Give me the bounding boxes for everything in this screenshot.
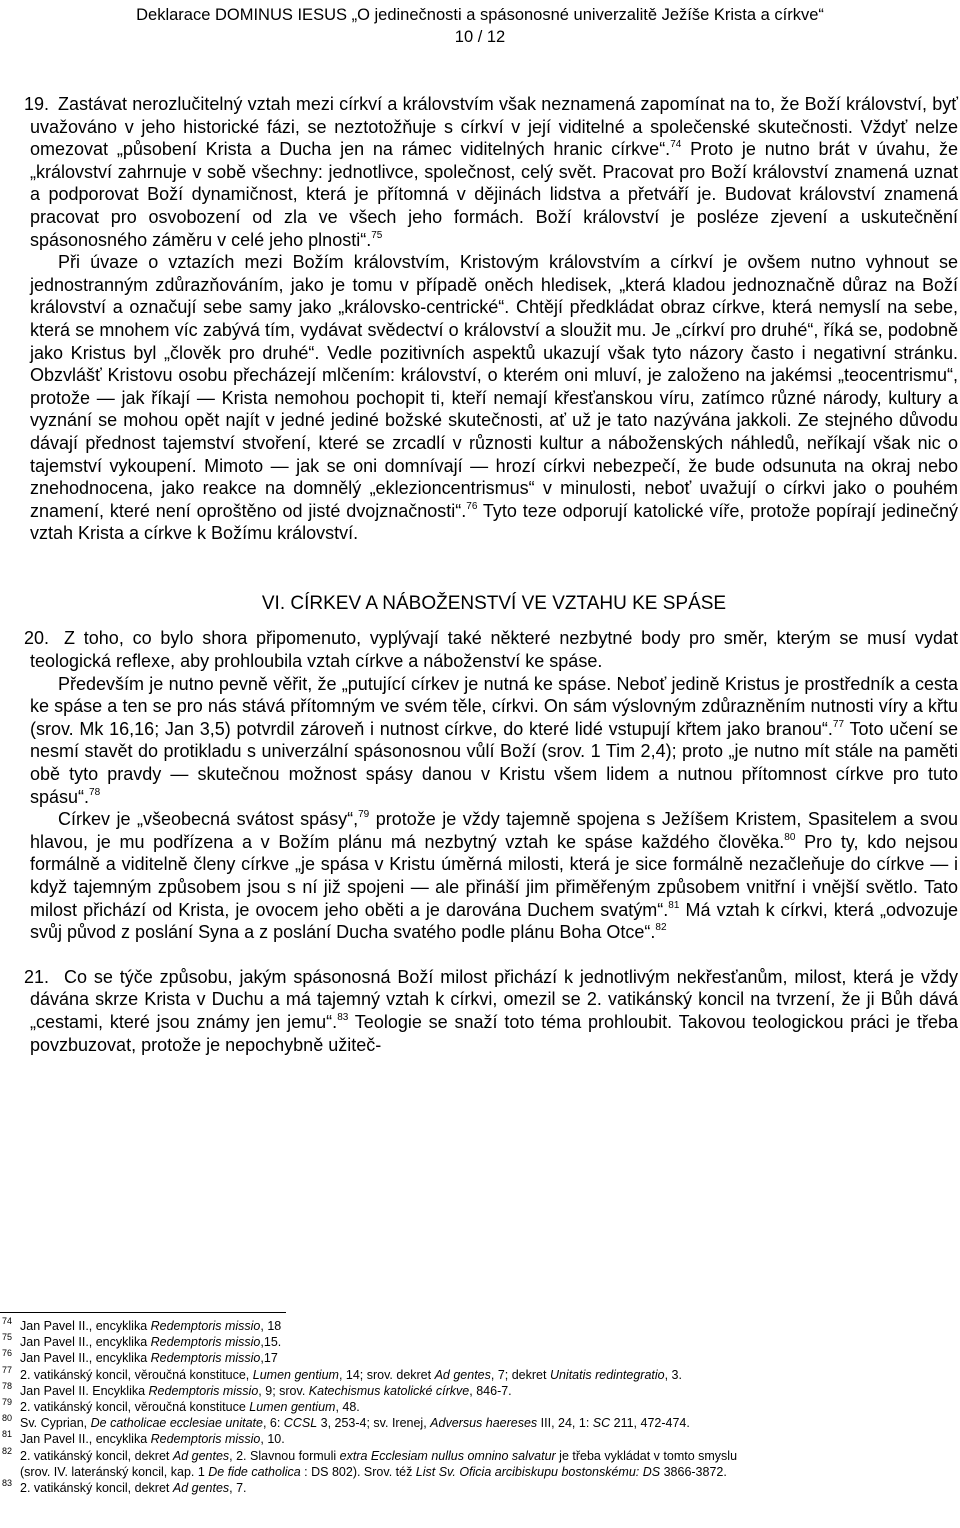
footnote-continuation: (srov. IV. lateránský koncil, kap. 1 De fide catholica : DS 802). Srov. též List Sv. Oficia arcibiskupu bostonskému: DS 3866-3872. [20,1464,727,1479]
text: Pro ty, kdo nejsou formálně a viditelně členy církve „je spása v Kristu úměrná milosti, která je sice formálně nezačleňuje do církve — i když tajemným způsobem jsou s ní již spojeni — ale přináší jim přiměřeným způsobem vnitřní i vnější světlo. Tato milost přichází od Krista, je ovocem jeho oběti a je darována Duchem svatým“. [30,831,958,920]
text: Má vztah k církvi, která „odvozuje svůj původ z poslání Syna a z poslání Ducha svatého podle plánu Boha Otce“. [30,899,958,943]
footnote-ref[interactable]: 80 [784,831,796,843]
footnote: 82 2. vatikánský koncil, dekret Ad gentes, 2. Slavnou formuli extra Ecclesiam nullus omnino salvatur je třeba vykládat v tomto smyslu [2,1445,738,1463]
text: Toto učení se nesmí stavět do protikladu s univerzální spásonosnou vůlí Boží (srov. 1 Tim 2,4); proto „je nutno mít stále na paměti obě tyto pravdy — skutečnou možnost spásy danou v Kristu všem lidem a nutnou přítomnost církve pro tuto spásu“. [30,718,959,807]
footnote: 79 2. vatikánský koncil, věroučná konstituce Lumen gentium, 48. [2,1397,360,1415]
text: Co se týče způsobu, jakým spásonosná Boží milost přichází k jednotlivým nekřesťanům, milost, která je vždy dávána skrze Krista v Duchu a má tajemný vztah k církvi, omezil se 2. vatikánský koncil na tvrzení, že ji Bůh dává „cestami, které jsou známy jen jemu“. [30,966,958,1032]
text: Teologie se snaží toto téma prohloubit. Takovou teologickou práci je třeba povzbuzovat, protože je nepochybně užiteč- [30,1011,958,1055]
text: Zastávat nerozlučitelný vztah mezi církví a královstvím však neznamená zapomínat na to, že Boží království, byť uvažováno v jeho historické fázi, se neztotožňuje s církví v její viditelné a společenské skutečnosti. Vždyť nelze omezovat „působení Krista a Ducha jen na rámec viditelných hranic církve“. [30,94,958,160]
footnote-ref[interactable]: 77 [832,718,845,730]
footnote-ref[interactable]: 82 [655,922,667,934]
footnote: 74 Jan Pavel II., encyklika Redemptoris missio, 18 [2,1316,282,1333]
paragraph-number: 21. [24,966,50,987]
text: Při úvaze o vztazích mezi Božím královstvím, Kristovým královstvím a církví je ovšem nutno vyhnout se jednostranným zdůrazňováním, jako je tomu v případě oněch hledisek, „která kladou jednoznačně důraz na Boží království a označují sebe samy jako „královsko-centrické“. Chtějí předkládat obraz církve, která nemyslí na sebe, která se mnohem víc zabývá tím, vydávat svědectví o království a sloužit mu. Je „církví pro druhé“, říká se, podobně jako Kristus byl „člověk pro druhé“. Vedle pozitivních aspektů ukazují však tyto názory často i negativní stránku. Obzvlášť Kristovu osobu přecházejí mlčením: království, o kterém oni mluví, je založeno na jakémsi „teocentrismu“, protože — jak říkají — Krista nemohou pochopit ti, kteří nemají křesťanskou víru, zatímco různé národy, kultury a vyznání se mohou opět najít v jedné jediné božské skutečnosti, ať už je tato nazývána jakkoli. Ze stejného důvodu dávají přednost tajemství stvoření, které se zrcadlí v různosti kultur a náboženských náhledů, neříkají však nic o tajemství vykoupení. Mimoto — jak se oni domnívají — hrozí církvi nebezpečí, že bude odsunuta na okraj nebo znehodnocena, jako reakce na domnělý „eklezioncentrismus“ v minulosti, neboť uvažují o církvi jako o pouhém znamení, které není oproštěno od jisté dvojznačnosti“. [30,252,958,521]
text: Tyto teze odporují katolické víře, protože popírají jedinečný vztah Krista a církve k Božímu království. [30,500,959,544]
text: Z toho, co bylo shora připomenuto, vyplývají také některé nezbytné body pro směr, kterým se musí vydat teologická reflexe, aby prohloubila vztah církve a náboženství ke spáse. [30,628,958,672]
footnote: 83 2. vatikánský koncil, dekret Ad gentes, 7. [2,1478,247,1496]
footnote-ref[interactable]: 74 [670,139,682,151]
footnote: 80 Sv. Cyprian, De catholicae ecclesiae unitate, 6: CCSL 3, 253-4; sv. Irenej, Adversus haereses III, 24, 1: SC 211, 472-474. [2,1413,690,1431]
paragraph [30,673,958,809]
text: Proto je nutno brát v úvahu, že „království zahrnuje v sobě všechny: jednotlivce, společnost, celý svět. Pracovat pro Boží království znamená uznat a podporovat Boží dynamičnost, která je přítomná v dějinách lidstva a přetváří je. Budovat království znamená pracovat pro osvobození od zla ve všech jeho formách. Boží království je posléze zjevení a uskutečnění spásonosného záměru v celé jeho plnosti“. [30,139,958,250]
section-heading: VI. CÍRKEV A NÁBOŽENSTVÍ VE VZTAHU KE SPÁSE [261,592,727,614]
document-title: Deklarace DOMINUS IESUS „O jedinečnosti a spásonosné univerzalitě Ježíše Krista a církve“ [136,6,824,24]
footnote: 77 2. vatikánský koncil, věroučná konstituce, Lumen gentium, 14; srov. dekret Ad gentes, 7; dekret Unitatis redintegratio, 3. [2,1364,682,1382]
footnote-ref[interactable]: 78 [89,786,101,798]
footnote-ref[interactable]: 76 [466,500,478,512]
paragraph [30,251,958,545]
footnote: 78 Jan Pavel II. Encyklika Redemptoris missio, 9; srov. Katechismus katolické církve, 846-7. [2,1380,512,1398]
paragraph-number: 19. [24,94,50,114]
text: Církev je „všeobecná svátost spásy“, [58,809,359,830]
footnote-ref[interactable]: 83 [337,1011,349,1023]
paragraph-20 [24,627,958,672]
footnote: 76 Jan Pavel II., encyklika Redemptoris missio,17 [2,1348,278,1366]
paragraph-number: 20. [24,628,50,649]
footnote-ref[interactable]: 75 [371,229,383,241]
paragraph-19 [24,93,958,251]
text: Především je nutno pevně věřit, že „putující církev je nutná ke spáse. Neboť jedině Kristus je prostředník a cesta ke spáse a ten se pro nás stává přítomným ve svém těle, církvi. On sám výslovným zdůrazněním nutnosti víry a křtu (srov. Mk 16,16; Jan 3,5) potvrdil zároveň i nutnost církve, do které lidé vstupují křtem jako branou“. [30,673,958,739]
text: protože je vždy tajemně spojena s Ježíšem Kristem, Spasitelem a svou hlavou, je mu podřízena a v Božím plánu má nezbytný vztah ke spáse každého člověka. [30,809,958,852]
paragraph [30,808,958,944]
footnote: 81 Jan Pavel II., encyklika Redemptoris missio, 10. [2,1429,285,1447]
footnotes [0,1318,958,1496]
footnote-rule [0,1312,286,1313]
main-text [24,93,959,1056]
footnote-ref[interactable]: 79 [358,809,370,821]
page-number: 10 / 12 [454,28,506,46]
footnote-ref[interactable]: 81 [668,899,680,911]
footnote: 75 Jan Pavel II., encyklika Redemptoris missio,15. [2,1332,282,1350]
page-header [0,4,960,48]
paragraph-21 [24,966,958,1056]
